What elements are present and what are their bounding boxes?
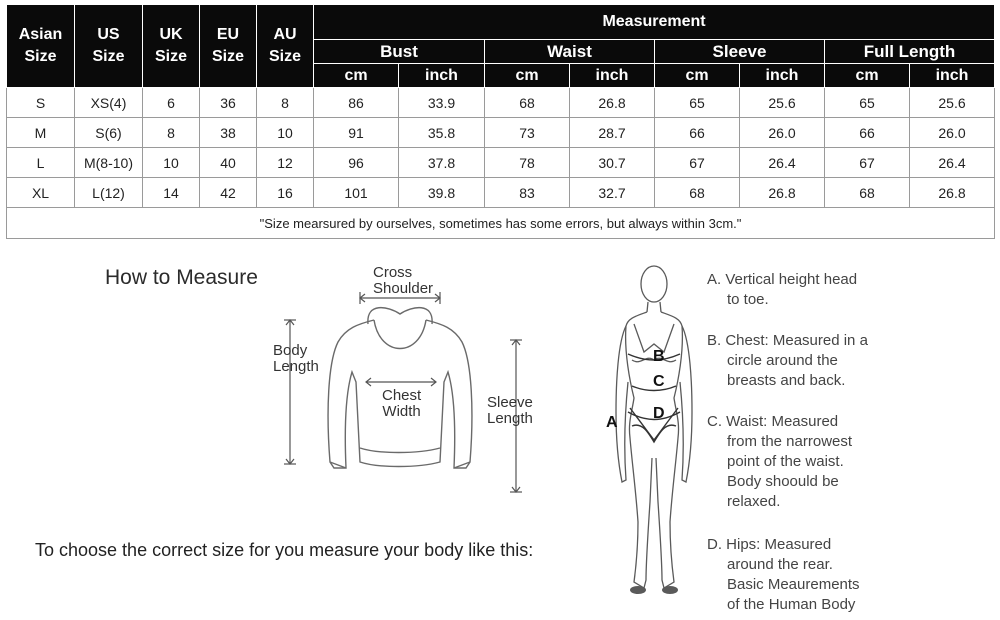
description-height: A. Vertical height head to toe. [707, 271, 858, 308]
table-cell: 26.8 [740, 178, 825, 208]
table-cell: 28.7 [570, 118, 655, 148]
table-cell: 25.6 [740, 88, 825, 118]
instruction-text: To choose the correct size for you measure your body like this: [35, 540, 534, 560]
table-cell: 83 [485, 178, 570, 208]
table-cell: S(6) [75, 118, 143, 148]
table-row [7, 118, 995, 148]
unit-header: cm [655, 64, 740, 88]
table-row [7, 88, 995, 118]
table-body [7, 88, 995, 239]
unit-header: cm [485, 64, 570, 88]
figure-mark-a: A [606, 414, 618, 431]
header-asian-size: Asian Size [7, 5, 75, 88]
table-cell: 10 [257, 118, 314, 148]
table-cell: 73 [485, 118, 570, 148]
figure-mark-c: C [653, 373, 665, 390]
table-cell: 96 [314, 148, 399, 178]
table-cell: 38 [200, 118, 257, 148]
table-cell: 65 [825, 88, 910, 118]
table-cell: 68 [655, 178, 740, 208]
figure-mark-d: D [653, 405, 665, 422]
table-cell: 68 [485, 88, 570, 118]
header-waist: Waist [485, 40, 655, 64]
table-cell: 86 [314, 88, 399, 118]
table-cell: 26.0 [740, 118, 825, 148]
header-us-size: US Size [75, 5, 143, 88]
table-cell: 68 [825, 178, 910, 208]
table-cell: L(12) [75, 178, 143, 208]
table-cell: 26.0 [910, 118, 995, 148]
table-cell: 12 [257, 148, 314, 178]
table-cell: L [7, 148, 75, 178]
header-sleeve: Sleeve [655, 40, 825, 64]
description-waist: C. Waist: Measured from the narrowest point of the waist. Body shoould be relaxed. [707, 413, 853, 510]
table-cell: 26.8 [570, 88, 655, 118]
sweater-diagram-icon [268, 262, 538, 497]
table-cell: M [7, 118, 75, 148]
unit-header: cm [314, 64, 399, 88]
description-hips: D. Hips: Measured around the rear. Basic Meaurements of the Human Body [707, 536, 860, 613]
table-cell: XL [7, 178, 75, 208]
body-length-label: Body Length [273, 342, 319, 375]
table-cell: 35.8 [399, 118, 485, 148]
unit-header: inch [399, 64, 485, 88]
table-cell: 26.8 [910, 178, 995, 208]
cross-shoulder-label: Cross Shoulder [373, 264, 434, 297]
body-figure-icon [596, 262, 706, 602]
sleeve-length-label: Sleeve Length [487, 394, 533, 427]
table-cell: XS(4) [75, 88, 143, 118]
description-chest: B. Chest: Measured in a circle around the breasts and back. [707, 332, 868, 389]
table-cell: 33.9 [399, 88, 485, 118]
table-cell: 66 [825, 118, 910, 148]
table-cell: 67 [825, 148, 910, 178]
unit-header: inch [570, 64, 655, 88]
table-cell: 39.8 [399, 178, 485, 208]
table-cell: M(8-10) [75, 148, 143, 178]
table-cell: 26.4 [740, 148, 825, 178]
header-au-size: AU Size [257, 5, 314, 88]
table-cell: S [7, 88, 75, 118]
table-cell: 40 [200, 148, 257, 178]
table-cell: 36 [200, 88, 257, 118]
table-cell: 10 [143, 148, 200, 178]
table-cell: 26.4 [910, 148, 995, 178]
table-cell: 8 [143, 118, 200, 148]
size-chart-table [6, 4, 995, 239]
table-cell: 65 [655, 88, 740, 118]
header-bust: Bust [314, 40, 485, 64]
table-cell: 101 [314, 178, 399, 208]
table-cell: 30.7 [570, 148, 655, 178]
header-eu-size: EU Size [200, 5, 257, 88]
table-row [7, 148, 995, 178]
unit-header: cm [825, 64, 910, 88]
unit-header: inch [910, 64, 995, 88]
header-uk-size: UK Size [143, 5, 200, 88]
unit-header: inch [740, 64, 825, 88]
table-row [7, 178, 995, 208]
table-cell: 78 [485, 148, 570, 178]
table-cell: 66 [655, 118, 740, 148]
table-cell: 14 [143, 178, 200, 208]
table-cell: 8 [257, 88, 314, 118]
header-measurement: Measurement [314, 5, 995, 40]
table-cell: 25.6 [910, 88, 995, 118]
chest-width-label: Chest Width [382, 387, 422, 420]
table-cell: 42 [200, 178, 257, 208]
header-full-length: Full Length [825, 40, 995, 64]
table-note-row [7, 208, 995, 239]
table-cell: 91 [314, 118, 399, 148]
table-cell: 16 [257, 178, 314, 208]
table-cell: 32.7 [570, 178, 655, 208]
size-note: "Size mearsured by ourselves, sometimes has some errors, but always within 3cm." [7, 208, 995, 239]
table-cell: 6 [143, 88, 200, 118]
table-cell: 37.8 [399, 148, 485, 178]
table-cell: 67 [655, 148, 740, 178]
figure-mark-b: B [653, 348, 665, 365]
how-to-measure-title: How to Measure [105, 266, 258, 289]
